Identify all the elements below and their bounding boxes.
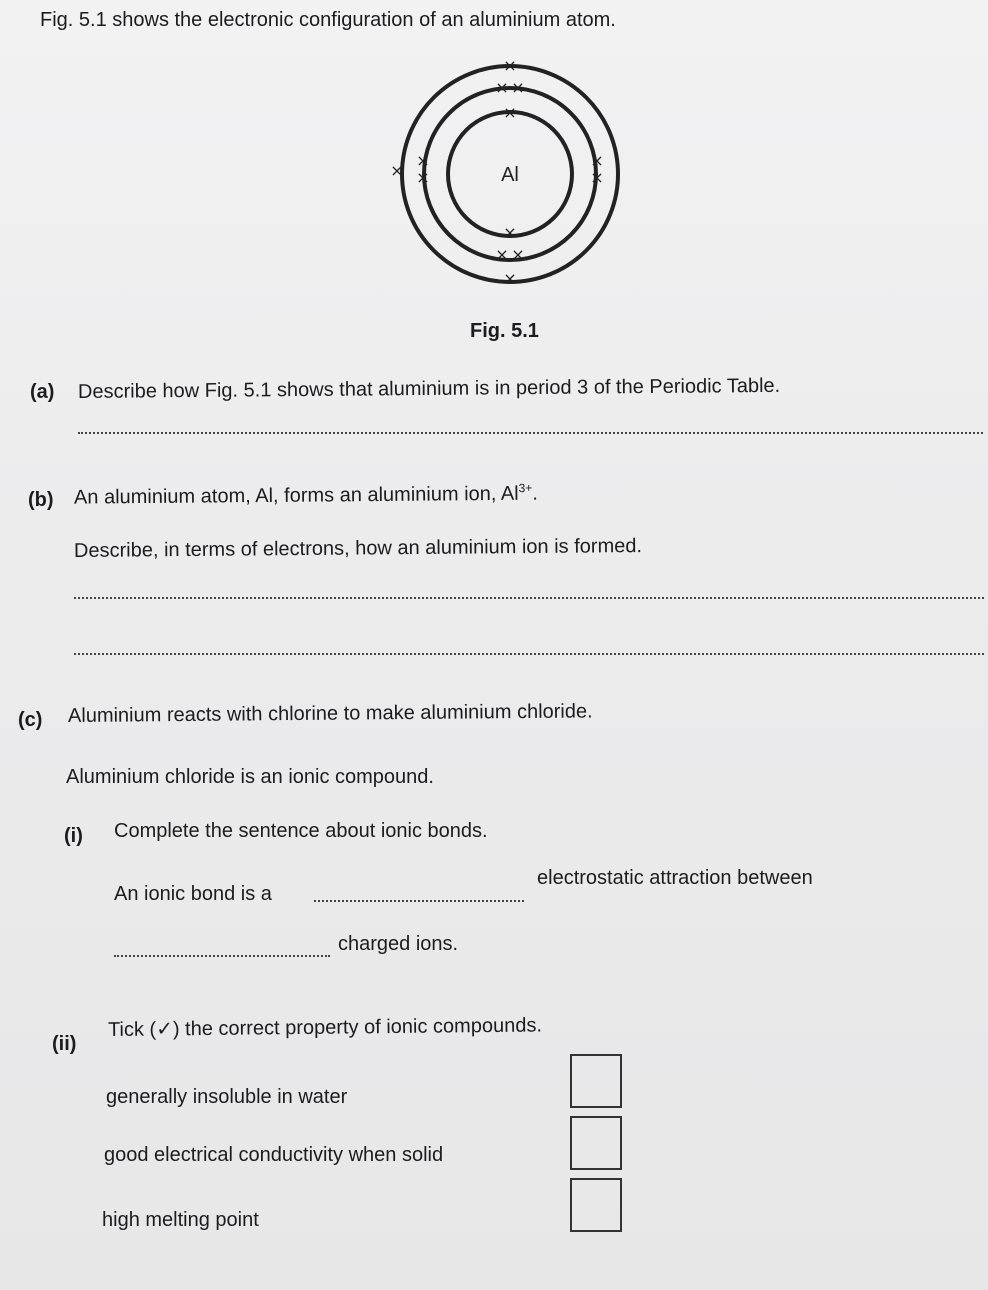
option-insoluble: generally insoluble in water	[106, 1086, 348, 1108]
part-b-statement-suffix: .	[532, 482, 538, 505]
part-b-answer-line-1[interactable]	[74, 597, 984, 599]
tick-box-insoluble[interactable]	[570, 1054, 622, 1108]
svg-text:×: ×	[495, 78, 509, 97]
tick-box-melting-point[interactable]	[570, 1178, 622, 1232]
svg-text:×: ×	[503, 103, 517, 122]
svg-text:×: ×	[390, 161, 404, 180]
svg-text:×: ×	[511, 78, 525, 97]
part-b-question: Describe, in terms of electrons, how an aluminium ion is formed.	[73, 535, 643, 562]
sub-ii-instruction: Tick (✓) the correct property of ionic compounds.	[107, 1014, 543, 1041]
part-b-answer-line-2[interactable]	[74, 653, 984, 655]
part-a-answer-line[interactable]	[78, 432, 983, 434]
svg-text:×: ×	[511, 245, 525, 264]
intro-text: Fig. 5.1 shows the electronic configuration of an aluminium atom.	[40, 9, 616, 31]
part-a-question: Describe how Fig. 5.1 shows that aluminium is in period 3 of the Periodic Table.	[77, 374, 781, 403]
figure-caption: Fig. 5.1	[470, 320, 539, 342]
ionic-bond-blank-1[interactable]	[314, 900, 524, 902]
tick-box-conductivity[interactable]	[570, 1116, 622, 1170]
ion-charge: 3+	[518, 481, 533, 496]
svg-text:×: ×	[503, 269, 517, 288]
sentence-part2: electrostatic attraction between	[537, 867, 813, 889]
aluminium-atom-diagram	[385, 52, 635, 302]
svg-text:×: ×	[503, 56, 517, 75]
part-b-label: (b)	[28, 489, 54, 511]
svg-text:×: ×	[416, 168, 430, 187]
atom-symbol: Al	[501, 164, 519, 186]
ionic-bond-blank-2[interactable]	[114, 955, 330, 957]
part-c-label: (c)	[18, 709, 43, 731]
svg-text:×: ×	[503, 223, 517, 242]
part-b-statement	[74, 482, 538, 508]
part-a-label: (a)	[30, 381, 55, 403]
sentence-part3: charged ions.	[338, 933, 459, 955]
option-melting-point: high melting point	[102, 1209, 259, 1231]
part-b-statement-prefix: An aluminium atom, Al, forms an aluminium ion, Al	[73, 482, 519, 509]
part-c-line2: Aluminium chloride is an ionic compound.	[66, 766, 434, 788]
sub-i-label: (i)	[64, 825, 83, 847]
option-conductivity: good electrical conductivity when solid	[104, 1144, 444, 1166]
sentence-part1: An ionic bond is a	[114, 883, 272, 905]
svg-text:×: ×	[495, 245, 509, 264]
sub-i-instruction: Complete the sentence about ionic bonds.	[114, 820, 488, 842]
svg-text:×: ×	[416, 151, 430, 170]
svg-text:×: ×	[590, 168, 604, 187]
sub-ii-label: (ii)	[52, 1033, 77, 1055]
svg-text:×: ×	[590, 151, 604, 170]
part-c-line1: Aluminium reacts with chlorine to make aluminium chloride.	[67, 700, 593, 727]
